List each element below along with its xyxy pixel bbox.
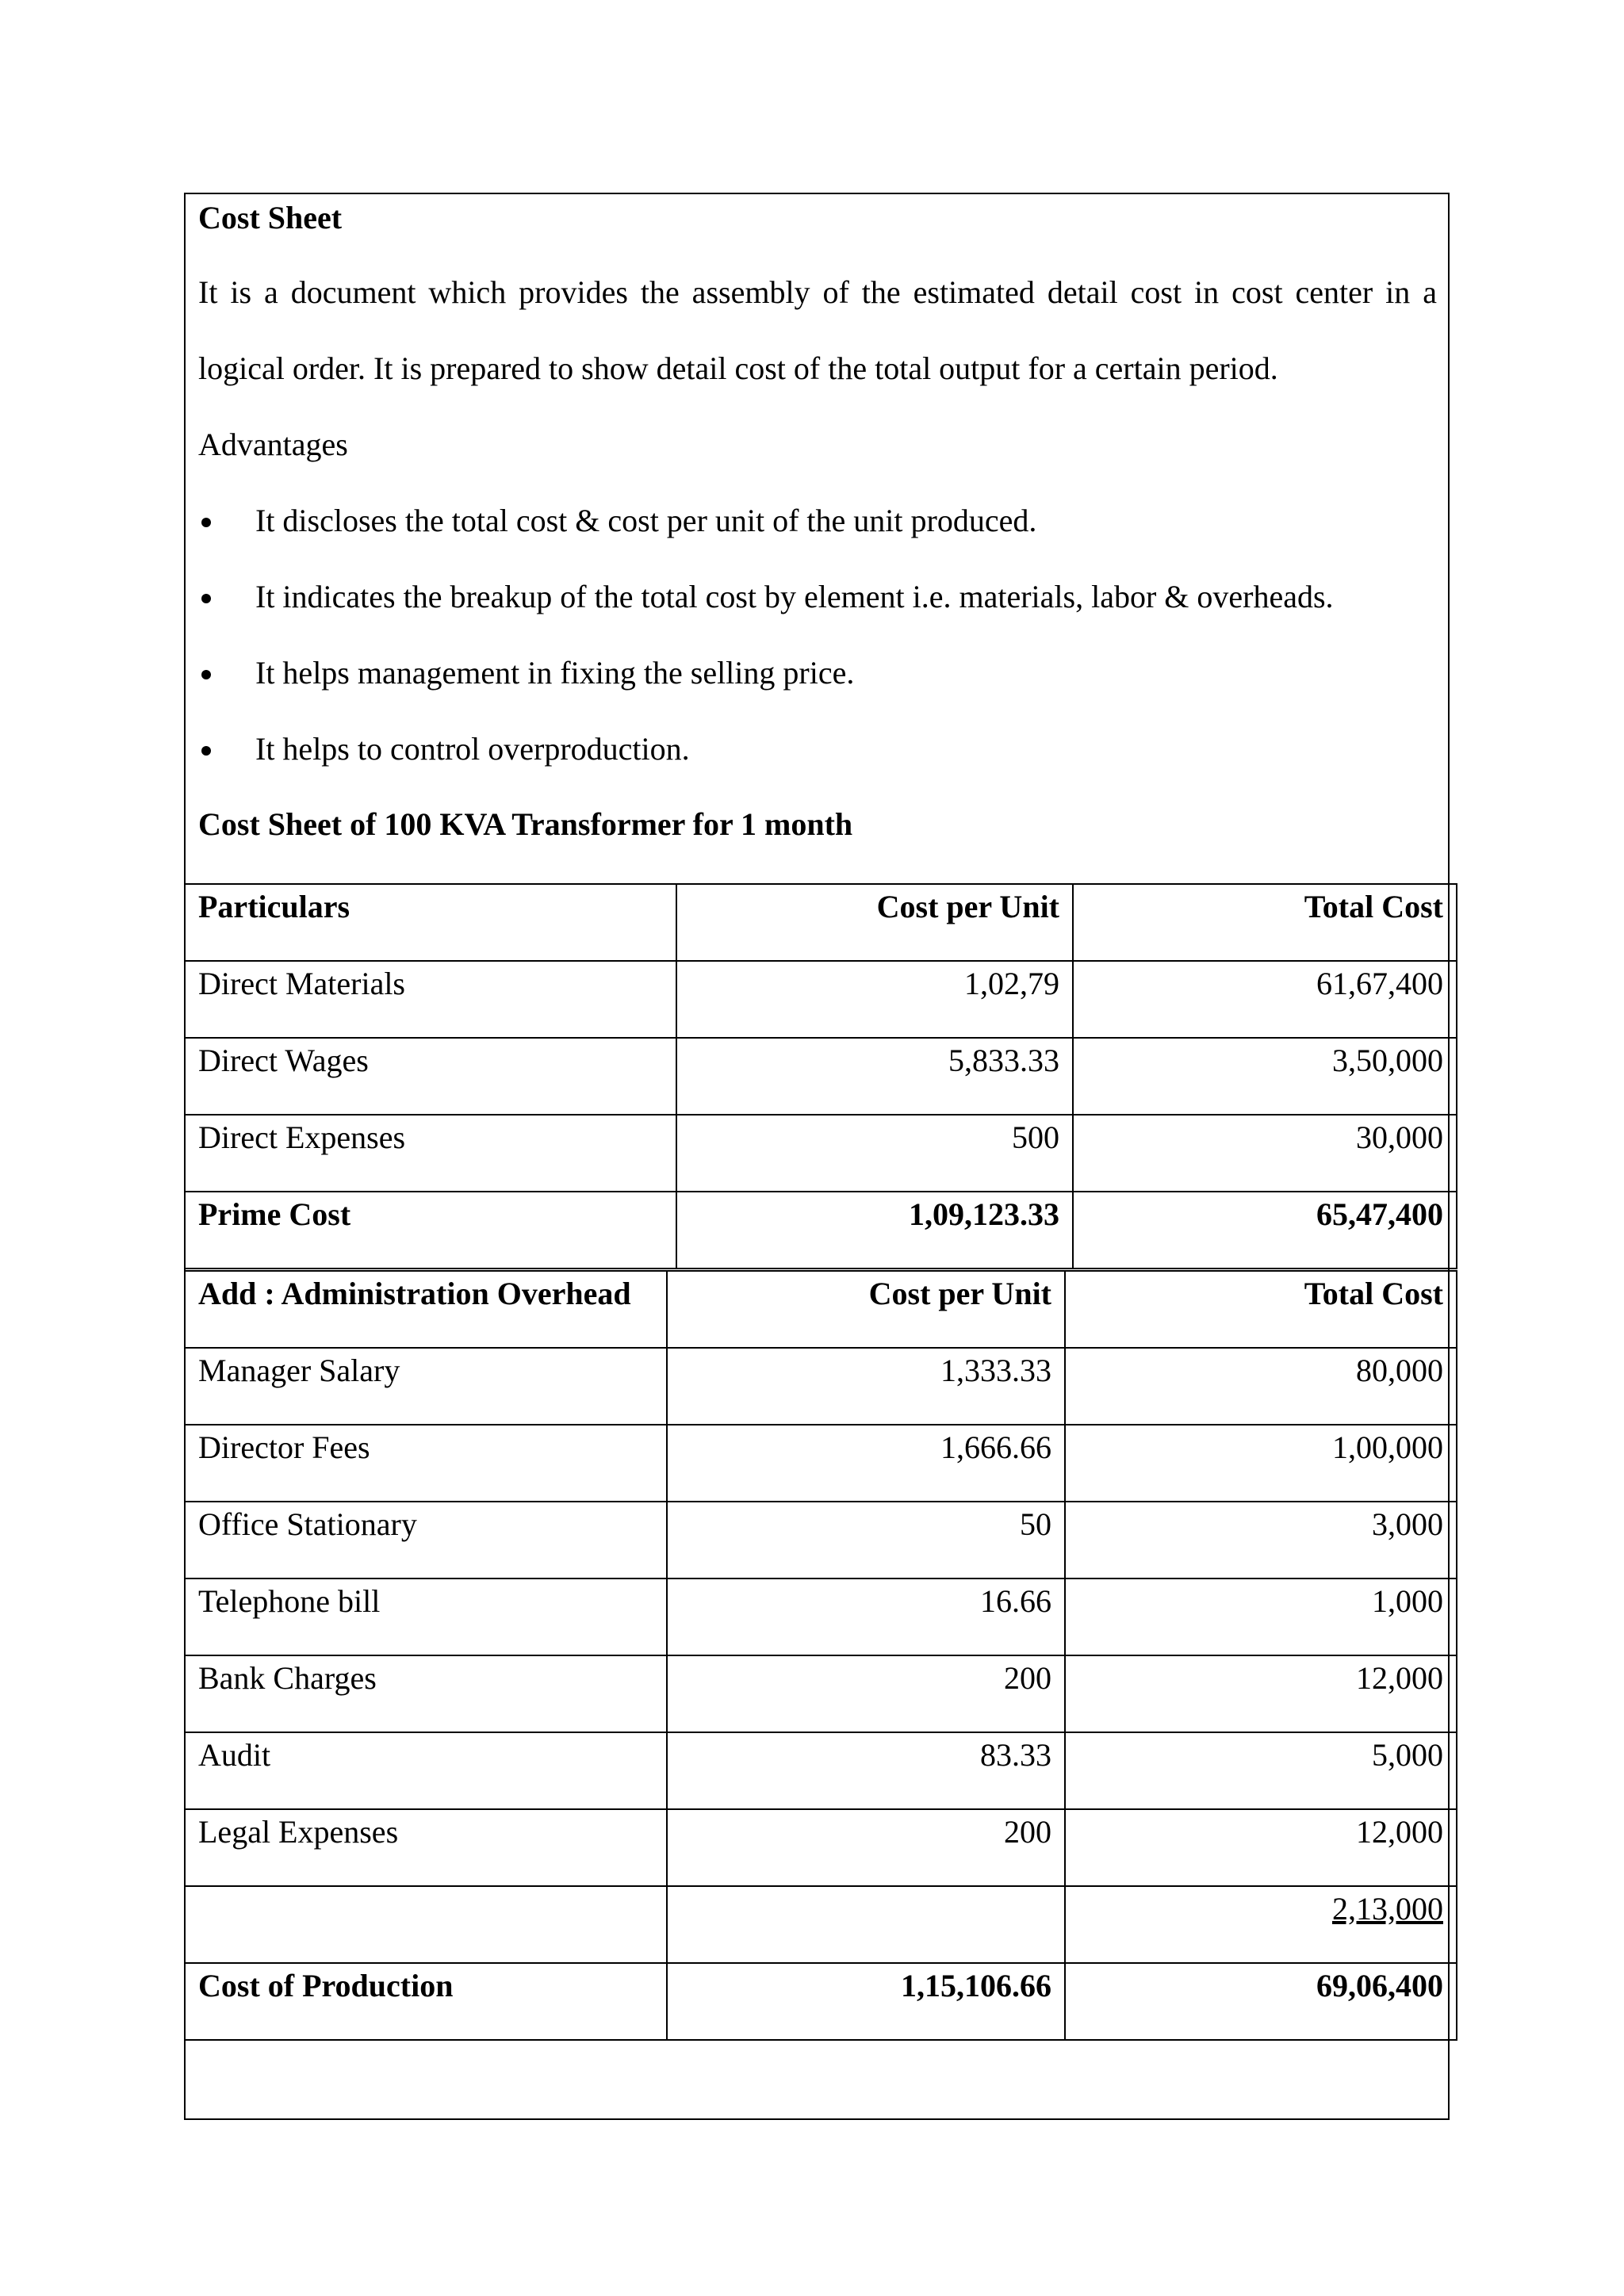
- header-cost-per-unit: Cost per Unit: [667, 1271, 1065, 1348]
- subtotal-row: [185, 1886, 1457, 1963]
- bullet-icon: [201, 518, 211, 527]
- list-item-text: It helps management in fixing the selling price.: [255, 655, 855, 691]
- table-row: [185, 1655, 1457, 1732]
- table-row: [185, 1115, 1457, 1192]
- cell-cost-per-unit: 1,333.33: [667, 1348, 1065, 1425]
- list-item-text: It indicates the breakup of the total cost by element i.e. materials, labor & overheads.: [255, 579, 1334, 614]
- cell-cost-of-production-label: Cost of Production: [185, 1963, 667, 2040]
- total-row: [185, 1963, 1457, 2040]
- table-row: [185, 1425, 1457, 1502]
- cell-cost-of-production-per-unit: 1,15,106.66: [667, 1963, 1065, 2040]
- cell-prime-cost-label: Prime Cost: [185, 1192, 676, 1269]
- advantages-heading: Advantages: [198, 427, 348, 462]
- cell-total-cost: 12,000: [1065, 1809, 1457, 1886]
- cell-particular: Telephone bill: [185, 1578, 667, 1655]
- cell-particular: Audit: [185, 1732, 667, 1809]
- cell-cost-per-unit: 200: [667, 1809, 1065, 1886]
- cell-empty: [185, 1886, 667, 1963]
- page-title: Cost Sheet: [198, 200, 343, 235]
- cell-total-cost: 80,000: [1065, 1348, 1457, 1425]
- cell-particular: Director Fees: [185, 1425, 667, 1502]
- cell-cost-per-unit: 83.33: [667, 1732, 1065, 1809]
- definition-line-1: It is a document which provides the assembly of the estimated detail cost in cost center in a: [198, 274, 1437, 310]
- bullet-icon: [201, 746, 211, 756]
- cell-total-cost: 3,50,000: [1073, 1038, 1457, 1115]
- table-header-row: [185, 884, 1457, 961]
- cell-empty: [667, 1886, 1065, 1963]
- table-row: [185, 1038, 1457, 1115]
- cell-particular: Bank Charges: [185, 1655, 667, 1732]
- cell-particular: Manager Salary: [185, 1348, 667, 1425]
- total-row: [185, 1192, 1457, 1269]
- table-header-row: [185, 1271, 1457, 1348]
- table-row: [185, 1809, 1457, 1886]
- cell-cost-per-unit: 200: [667, 1655, 1065, 1732]
- sheet-title: Cost Sheet of 100 KVA Transformer for 1 month: [198, 806, 853, 842]
- table-row: [185, 1502, 1457, 1578]
- cell-total-cost: 5,000: [1065, 1732, 1457, 1809]
- table-row: [185, 1348, 1457, 1425]
- cell-cost-of-production-total: 69,06,400: [1065, 1963, 1457, 2040]
- header-total-cost: Total Cost: [1073, 884, 1457, 961]
- cell-total-cost: 1,000: [1065, 1578, 1457, 1655]
- cell-particular: Direct Materials: [185, 961, 676, 1038]
- cell-cost-per-unit: 50: [667, 1502, 1065, 1578]
- list-item-text: It helps to control overproduction.: [255, 731, 690, 767]
- cell-prime-cost-per-unit: 1,09,123.33: [676, 1192, 1073, 1269]
- cell-particular: Office Stationary: [185, 1502, 667, 1578]
- cell-total-cost: 1,00,000: [1065, 1425, 1457, 1502]
- cell-prime-cost-total: 65,47,400: [1073, 1192, 1457, 1269]
- cell-cost-per-unit: 500: [676, 1115, 1073, 1192]
- cell-total-cost: 12,000: [1065, 1655, 1457, 1732]
- table-row: [185, 1732, 1457, 1809]
- cell-particular: Legal Expenses: [185, 1809, 667, 1886]
- overhead-subtotal-value: 2,13,000: [1332, 1891, 1443, 1927]
- cell-cost-per-unit: 5,833.33: [676, 1038, 1073, 1115]
- cell-cost-per-unit: 1,666.66: [667, 1425, 1065, 1502]
- definition-line-2: logical order. It is prepared to show detail cost of the total output for a certain period.: [198, 350, 1278, 386]
- header-overhead: Add : Administration Overhead: [185, 1271, 667, 1348]
- cell-particular: Direct Wages: [185, 1038, 676, 1115]
- cell-total-cost: 30,000: [1073, 1115, 1457, 1192]
- bullet-icon: [201, 594, 211, 603]
- overhead-table: [184, 1270, 1457, 2041]
- cell-cost-per-unit: 1,02,79: [676, 961, 1073, 1038]
- prime-cost-table: [184, 883, 1457, 1269]
- bullet-icon: [201, 670, 211, 679]
- table-row: [185, 1578, 1457, 1655]
- cell-total-cost: 3,000: [1065, 1502, 1457, 1578]
- cell-total-cost: 61,67,400: [1073, 961, 1457, 1038]
- cell-particular: Direct Expenses: [185, 1115, 676, 1192]
- header-particulars: Particulars: [185, 884, 676, 961]
- table-row: [185, 961, 1457, 1038]
- cell-cost-per-unit: 16.66: [667, 1578, 1065, 1655]
- list-item-text: It discloses the total cost & cost per unit of the unit produced.: [255, 503, 1037, 538]
- cell-overhead-subtotal: [1065, 1886, 1457, 1963]
- header-cost-per-unit: Cost per Unit: [676, 884, 1073, 961]
- header-total-cost: Total Cost: [1065, 1271, 1457, 1348]
